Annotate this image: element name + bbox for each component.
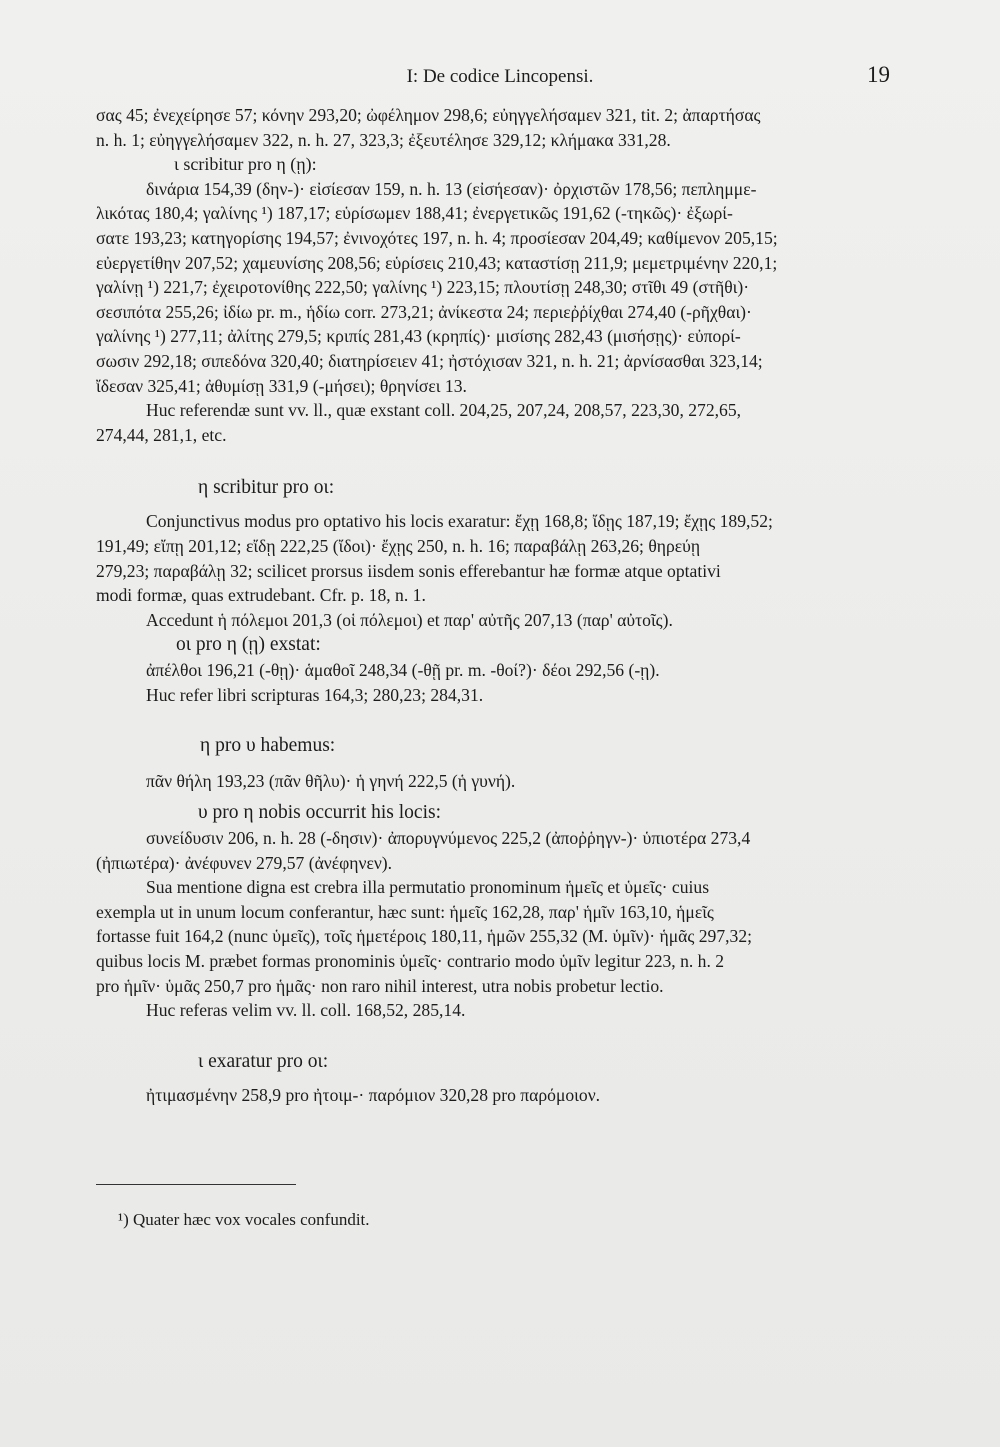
text-line: (ἠπιωτέρα)· ἀνέφυνεν 279,57 (ἀνέφηνεν). — [96, 852, 393, 873]
main-text — [96, 103, 894, 1107]
text-line: Huc referendæ sunt vv. ll., quæ exstant coll. 204,25, 207,24, 208,57, 223,30, 272,65, — [146, 400, 742, 421]
text-line: σας 45; ἐνεχείρησε 57; κόνην 293,20; ὠφέλημον 298,6; εὐηγγελήσαμεν 321, tit. 2; ἀπαρτήσας — [96, 105, 761, 125]
text-line: n. h. 1; εὐηγγελήσαμεν 322, n. h. 27, 323,3; ἐξευτέλησε 329,12; κλήμακα 331,28. — [96, 129, 671, 150]
text-line: Accedunt ἡ πόλεμοι 201,3 (οἱ πόλεμοι) et παρ' αὐτῆς 207,13 (παρ' αὐτοῖς). — [146, 609, 673, 630]
text-line: Sua mentione digna est crebra illa permutatio pronominum ἡμεῖς et ὑμεῖς· cuius — [146, 877, 710, 898]
text-line: modi formæ, quas extrudebant. Cfr. p. 18, n. 1. — [96, 585, 426, 606]
text-line: Conjunctivus modus pro optativo his locis exaratur: ἔχῃ 168,8; ἴδῃς 187,19; ἔχῃς 189,52; — [146, 511, 773, 532]
section-heading: ι exaratur pro οι: — [198, 1050, 329, 1072]
section-heading: η scribitur pro οι: — [198, 477, 335, 499]
text-line: γαλίνης ¹) 277,11; ἀλίτης 279,5; κριπίς 281,43 (κρηπίς)· μισίσης 282,43 (μισήσῃς)· εὐπορί- — [96, 326, 741, 347]
footnote: ¹) Quater hæc vox vocales confundit. — [118, 1210, 370, 1229]
text-line: ἴδεσαν 325,41; ἀθυμίσῃ 331,9 (-μήσει); θρηνίσει 13. — [96, 375, 467, 396]
text-line: 274,44, 281,1, etc. — [96, 424, 227, 445]
text-line: ἠτιμασμένην 258,9 pro ἠτοιμ-· παρόμιον 320,28 pro παρόμοιον. — [146, 1084, 601, 1105]
footnote-rule — [96, 1184, 296, 1185]
section-heading: ι scribitur pro η (ῃ): — [174, 154, 317, 175]
text-line: pro ἡμῖν· ὑμᾶς 250,7 pro ἡμᾶς· non raro nihil interest, utra nobis probetur lectio. — [96, 975, 664, 996]
text-line: quibus locis M. præbet formas pronominis ὑμεῖς· contrario modo ὑμῖν legitur 223, n. h. 2 — [96, 951, 725, 972]
running-head: I: De codice Lincopensi. — [406, 66, 594, 87]
page-number: 19 — [867, 62, 890, 87]
text-line: δινάρια 154,39 (δην-)· εἰσίεσαν 159, n. h. 13 (εἰσήεσαν)· ὀρχιστῶν 178,56; πεπλημμε- — [146, 178, 757, 199]
text-line: ἀπέλθοι 196,21 (-θῃ)· ἁμαθοῖ 248,34 (-θῇ pr. m. -θοί?)· δέοι 292,56 (-ῃ). — [146, 660, 660, 681]
text-line: λικότας 180,4; γαλίνης ¹) 187,17; εὑρίσωμεν 188,41; ἐνεργετικῶς 191,62 (-τηκῶς)· ἐξωρί- — [96, 203, 733, 224]
text-line: 191,49; εἴπῃ 201,12; εἴδῃ 222,25 (ἴδοι)· ἔχῃς 250, n. h. 16; παραβάλῃ 263,26; θηρεύῃ — [96, 535, 701, 556]
text-line: σατε 193,23; κατηγορίσης 194,57; ἐνινοχότες 197, n. h. 4; προσίεσαν 204,49; καθίμενον 205,15; — [96, 227, 778, 248]
section-heading: η pro υ habemus: — [200, 735, 336, 757]
text-line: γαλίνῃ ¹) 221,7; ἐχειροτονίθης 222,50; γαλίνης ¹) 223,15; πλουτίσῃ 248,30; στῖθι 49 (στῆθι)· — [96, 277, 750, 298]
page-header — [0, 62, 1000, 92]
section-heading: οι pro η (ῃ) exstat: — [176, 634, 321, 656]
text-line: πᾶν θήλη 193,23 (πᾶν θῆλυ)· ἡ γηνή 222,5 (ἡ γυνή). — [146, 771, 516, 792]
text-line: exempla ut in unum locum conferantur, hæc sunt: ἡμεῖς 162,28, παρ' ἡμῖν 163,10, ἡμεῖς — [96, 901, 714, 922]
text-line: συνείδυσιν 206, n. h. 28 (-δησιν)· ἀπορυγνύμενος 225,2 (ἀποῤῥηγν-)· ὑπιοτέρα 273,4 — [146, 828, 751, 849]
text-line: Huc refer libri scripturas 164,3; 280,23; 284,31. — [146, 684, 484, 705]
text-line: fortasse fuit 164,2 (nunc ὑμεῖς), τοῖς ἡμετέροις 180,11, ἡμῶν 255,32 (M. ὑμῖν)· ἡμᾶς 297,32; — [96, 926, 753, 947]
section-heading: υ pro η nobis occurrit his locis: — [198, 802, 441, 824]
text-line: εὐεργετίθην 207,52; χαμευνίσης 208,56; εὑρίσεις 210,43; καταστίσῃ 211,9; μεμετριμένην 220,1; — [96, 252, 778, 273]
text-line: 279,23; παραβάλῃ 32; scilicet prorsus iisdem sonis efferebantur hæ formæ atque optativi — [96, 560, 721, 581]
text-line: σωσιν 292,18; σιπεδόνα 320,40; διατηρίσειεν 41; ἠστόχισαν 321, n. h. 21; ἀρνίσασθαι 323,14; — [96, 350, 763, 371]
text-line: σεσιπότα 255,26; ἰδίω pr. m., ἡδίω corr. 273,21; ἀνίκεστα 24; περιεῤῥίχθαι 274,40 (-ρῆχθαι)· — [96, 301, 752, 322]
text-line: Huc referas velim vv. ll. coll. 168,52, 285,14. — [146, 1000, 466, 1021]
